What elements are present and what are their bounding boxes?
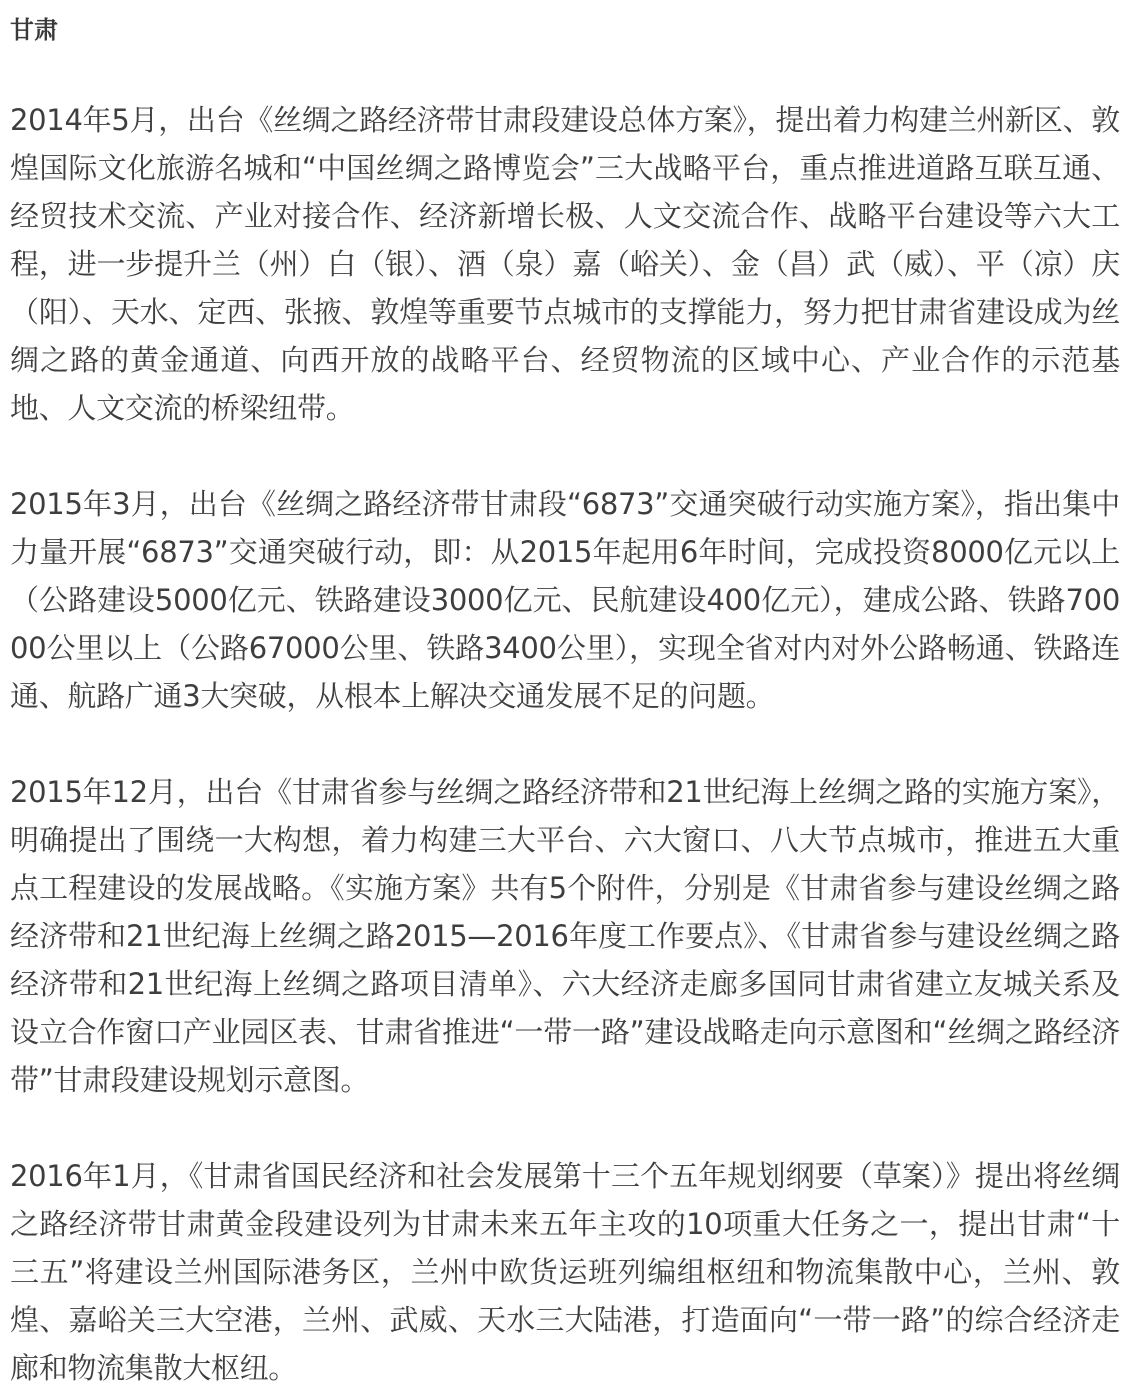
paragraph-2016-five-year-plan: 2016年1月，《甘肃省国民经济和社会发展第十三个五年规划纲要（草案）》提出将丝绸之路经济带甘肃黄金段建设列为甘肃未来五年主攻的10项重大任务之一，提出甘肃“十三五”将建设兰州国际港务区，兰州中欧货运班列编组枢纽和物流集散中心，兰州、敦煌、嘉峪关三大空港，兰州、武威、天水三大陆港，打造面向“一带一路”的综合经济走廊和物流集散大枢纽。: [10, 1159, 1120, 1385]
paragraph-2015-transport-plan: 2015年3月，出台《丝绸之路经济带甘肃段“6873”交通突破行动实施方案》，指出集中力量开展“6873”交通突破行动，即：从2015年起用6年时间，完成投资8000亿元以上（公路建设5000亿元、铁路建设3000亿元、民航建设400亿元），建成公路、铁路70000公里以上（公路67000公里、铁路3400公里），实现全省对内对外公路畅通、铁路连通、航路广通3大突破，从根本上解决交通发展不足的问题。: [10, 487, 1120, 713]
paragraph-2014-plan: 2014年5月，出台《丝绸之路经济带甘肃段建设总体方案》，提出着力构建兰州新区、敦煌国际文化旅游名城和“中国丝绸之路博览会”三大战略平台，重点推进道路互联互通、经贸技术交流、产业对接合作、经济新增长极、人文交流合作、战略平台建设等六大工程，进一步提升兰（州）白（银）、酒（泉）嘉（峪关）、金（昌）武（威）、平（凉）庆（阳）、天水、定西、张掖、敦煌等重要节点城市的支撑能力，努力把甘肃省建设成为丝绸之路的黄金通道、向西开放的战略平台、经贸物流的区域中心、产业合作的示范基地、人文交流的桥梁纽带。: [10, 103, 1120, 425]
paragraph-2015-implementation-plan: 2015年12月，出台《甘肃省参与丝绸之路经济带和21世纪海上丝绸之路的实施方案》，明确提出了围绕一大构想，着力构建三大平台、六大窗口、八大节点城市，推进五大重点工程建设的发展战略。《实施方案》共有5个附件，分别是《甘肃省参与建设丝绸之路经济带和21世纪海上丝绸之路2015—2016年度工作要点》、《甘肃省参与建设丝绸之路经济带和21世纪海上丝绸之路项目清单》、六大经济走廊多国同甘肃省建立友城关系及设立合作窗口产业园区表、甘肃省推进“一带一路”建设战略走向示意图和“丝绸之路经济带”甘肃段建设规划示意图。: [10, 775, 1120, 1097]
section-heading: 甘肃: [10, 16, 58, 44]
